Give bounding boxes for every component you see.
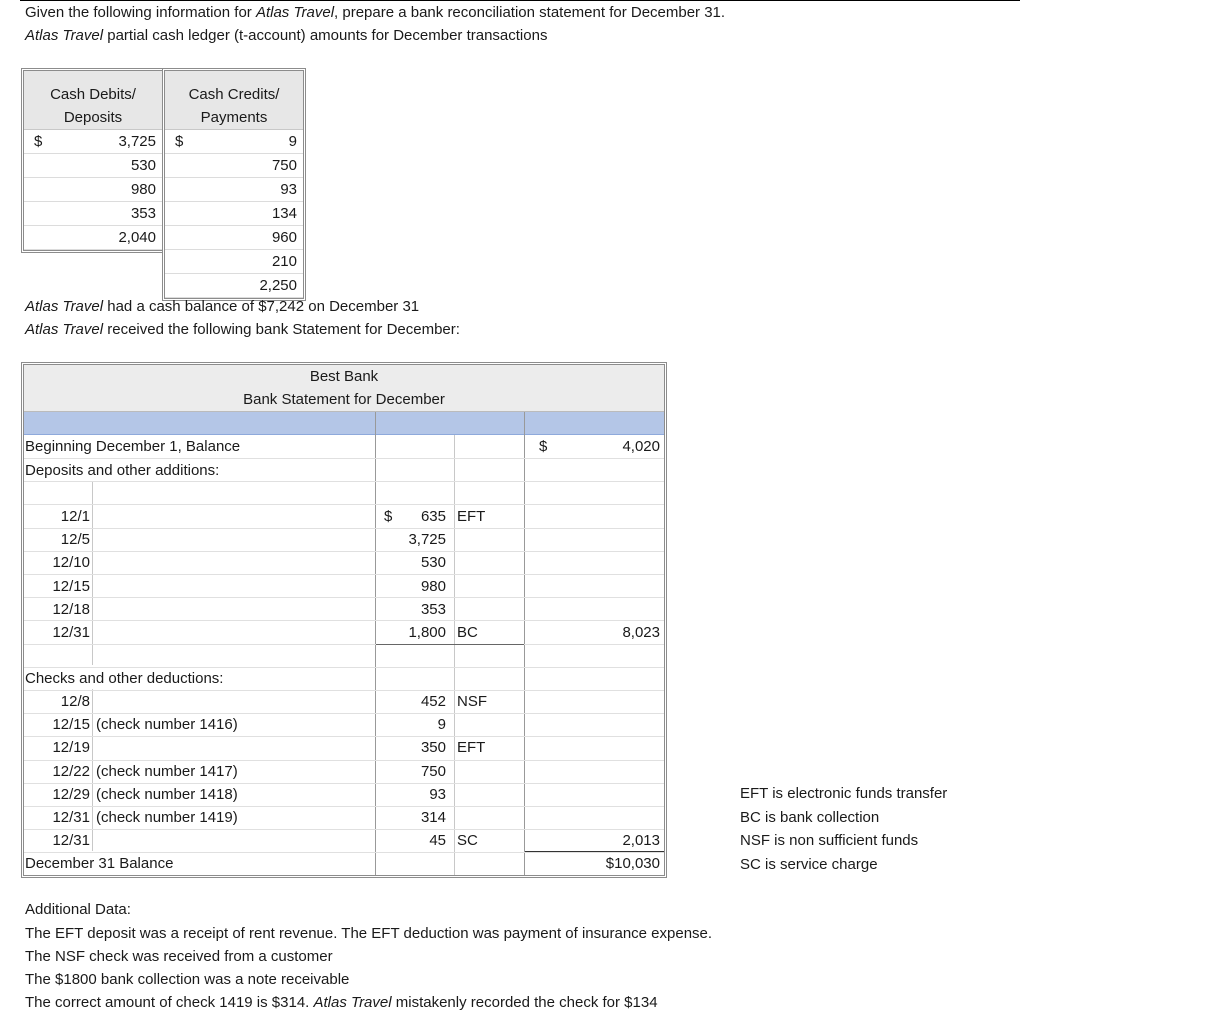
deposits-total: 8,023 — [622, 624, 660, 641]
deposit-date: 12/18 — [52, 600, 90, 618]
debit-row — [24, 154, 162, 178]
check-amount: 314 — [420, 809, 446, 826]
credit-row — [165, 178, 303, 202]
company-name: Atlas Travel — [313, 994, 392, 1011]
deposit-amount: 530 — [420, 554, 446, 572]
deposit-date: 12/5 — [60, 531, 90, 549]
statement-subtitle: Bank Statement for December — [243, 391, 445, 408]
currency-symbol: $ — [34, 133, 43, 150]
amount: 93 — [280, 181, 297, 198]
deposit-amount: 1,800 — [408, 624, 446, 641]
amount: 353 — [130, 205, 156, 222]
deposit-amount: 3,725 — [408, 531, 446, 549]
cash-credits-header: Cash Credits/ Payments — [165, 71, 303, 130]
deposit-date: 12/10 — [52, 554, 90, 572]
legend-item: SC is service charge — [740, 855, 878, 873]
cash-debits-column — [21, 68, 165, 253]
company-name: Atlas Travel — [255, 4, 335, 21]
credit-row — [165, 274, 303, 298]
check-amount: 750 — [420, 762, 446, 780]
deposit-date: 12/15 — [52, 577, 90, 595]
grid-line — [24, 574, 664, 575]
check-amount: 9 — [437, 716, 446, 734]
amount: 134 — [271, 205, 297, 222]
additional-line-1: The EFT deposit was a receipt of rent revenue. The EFT deduction was payment of insurance expense. — [25, 925, 713, 942]
grid-line — [24, 551, 664, 552]
grid-line — [24, 690, 664, 691]
check-description: (check number 1418) — [96, 785, 238, 803]
intro-text: Given the following information for — [25, 4, 256, 21]
ending-balance-amount: $10,030 — [605, 855, 660, 872]
deposits-label: Deposits and other additions: — [25, 462, 220, 479]
check-amount: 45 — [429, 832, 446, 850]
check-date: 12/15 — [52, 716, 90, 734]
top-border — [20, 0, 1020, 1]
check-code: SC — [457, 832, 478, 850]
header-band — [24, 412, 664, 435]
legend-item: NSF is non sufficient funds — [740, 832, 919, 849]
grid-line — [24, 528, 664, 529]
currency-symbol: $ — [175, 133, 184, 150]
amount: 750 — [271, 157, 297, 174]
grid-line — [24, 504, 664, 505]
deposit-code: BC — [457, 624, 478, 641]
cash-credits-column — [162, 68, 306, 301]
beginning-balance-label: Beginning December 1, Balance — [25, 438, 241, 455]
check-amount: 93 — [429, 785, 446, 803]
legend-item: BC is bank collection — [740, 808, 880, 826]
grid-line — [92, 481, 93, 665]
additional-line-3: The $1800 bank collection was a note receivable — [25, 971, 350, 988]
amount: 2,250 — [259, 277, 297, 294]
debit-row — [24, 178, 162, 202]
checks-total: 2,013 — [622, 832, 660, 849]
check-description: (check number 1419) — [96, 809, 238, 826]
check-date: 12/29 — [52, 785, 90, 803]
credit-row — [165, 226, 303, 250]
amount: 980 — [130, 181, 156, 198]
check-description: (check number 1416) — [96, 716, 238, 734]
bank-statement — [21, 362, 667, 878]
deposit-amount: 353 — [420, 600, 446, 618]
credit-row — [165, 202, 303, 226]
subtotal-rule — [376, 644, 524, 645]
debit-row — [24, 130, 162, 154]
check-amount: 452 — [420, 693, 446, 710]
debit-row — [24, 202, 162, 226]
amount: 210 — [271, 253, 297, 270]
check-date: 12/8 — [60, 693, 90, 710]
check-date: 12/31 — [52, 832, 90, 850]
credit-row — [165, 130, 303, 154]
grid-line — [454, 435, 455, 875]
deposit-date: 12/31 — [52, 624, 90, 641]
company-name: Atlas Travel — [25, 298, 104, 315]
check-date: 12/31 — [52, 809, 90, 826]
amount: 3,725 — [118, 133, 156, 150]
checks-label: Checks and other deductions: — [25, 670, 224, 687]
check-code: NSF — [457, 693, 487, 710]
statement-received-line — [25, 320, 460, 340]
amount: 960 — [271, 229, 297, 246]
deposit-date: 12/1 — [60, 508, 90, 525]
additional-heading: Additional Data: — [25, 901, 131, 918]
company-name: Atlas Travel — [25, 27, 104, 44]
grid-line — [24, 644, 664, 645]
company-name: Atlas Travel — [25, 321, 104, 338]
credit-row — [165, 250, 303, 274]
balance-text: had a cash balance of $7,242 on December 31 — [103, 298, 420, 315]
check-amount: 350 — [420, 739, 446, 757]
beginning-balance-amount: 4,020 — [622, 438, 660, 455]
grid-line — [24, 597, 664, 598]
amount: 2,040 — [118, 229, 156, 246]
beginning-currency: $ — [539, 438, 548, 455]
legend-item: EFT is electronic funds transfer — [740, 785, 948, 802]
check-code: EFT — [457, 739, 486, 757]
amount: 530 — [130, 157, 156, 174]
deposit-currency: $ — [384, 508, 393, 525]
bank-name: Best Bank — [309, 368, 379, 385]
amount: 9 — [288, 133, 297, 150]
cash-balance-line — [25, 297, 419, 317]
received-text: received the following bank Statement for December: — [103, 321, 460, 338]
intro-line-1 — [25, 3, 725, 23]
intro-text: , prepare a bank reconciliation statement for December 31. — [334, 4, 726, 21]
bank-statement-title — [24, 365, 664, 412]
intro-text: partial cash ledger (t-account) amounts for December transactions — [103, 27, 548, 44]
debit-row — [24, 226, 162, 250]
check-date: 12/22 — [52, 762, 90, 780]
deposit-amount: 980 — [420, 577, 446, 595]
cash-debits-header: Cash Debits/ Deposits — [24, 71, 162, 130]
additional-line-4: The correct amount of check 1419 is $314. Atlas Travel mistakenly recorded the check for $134 — [25, 994, 658, 1011]
additional-line-2: The NSF check was received from a customer — [25, 948, 333, 965]
intro-line-2 — [25, 26, 547, 46]
deposit-code: EFT — [457, 508, 486, 525]
deposit-amount: 635 — [420, 508, 446, 525]
check-date: 12/19 — [52, 739, 90, 757]
ending-balance-label: December 31 Balance — [25, 855, 174, 872]
credit-row — [165, 154, 303, 178]
check-description: (check number 1417) — [96, 762, 238, 780]
